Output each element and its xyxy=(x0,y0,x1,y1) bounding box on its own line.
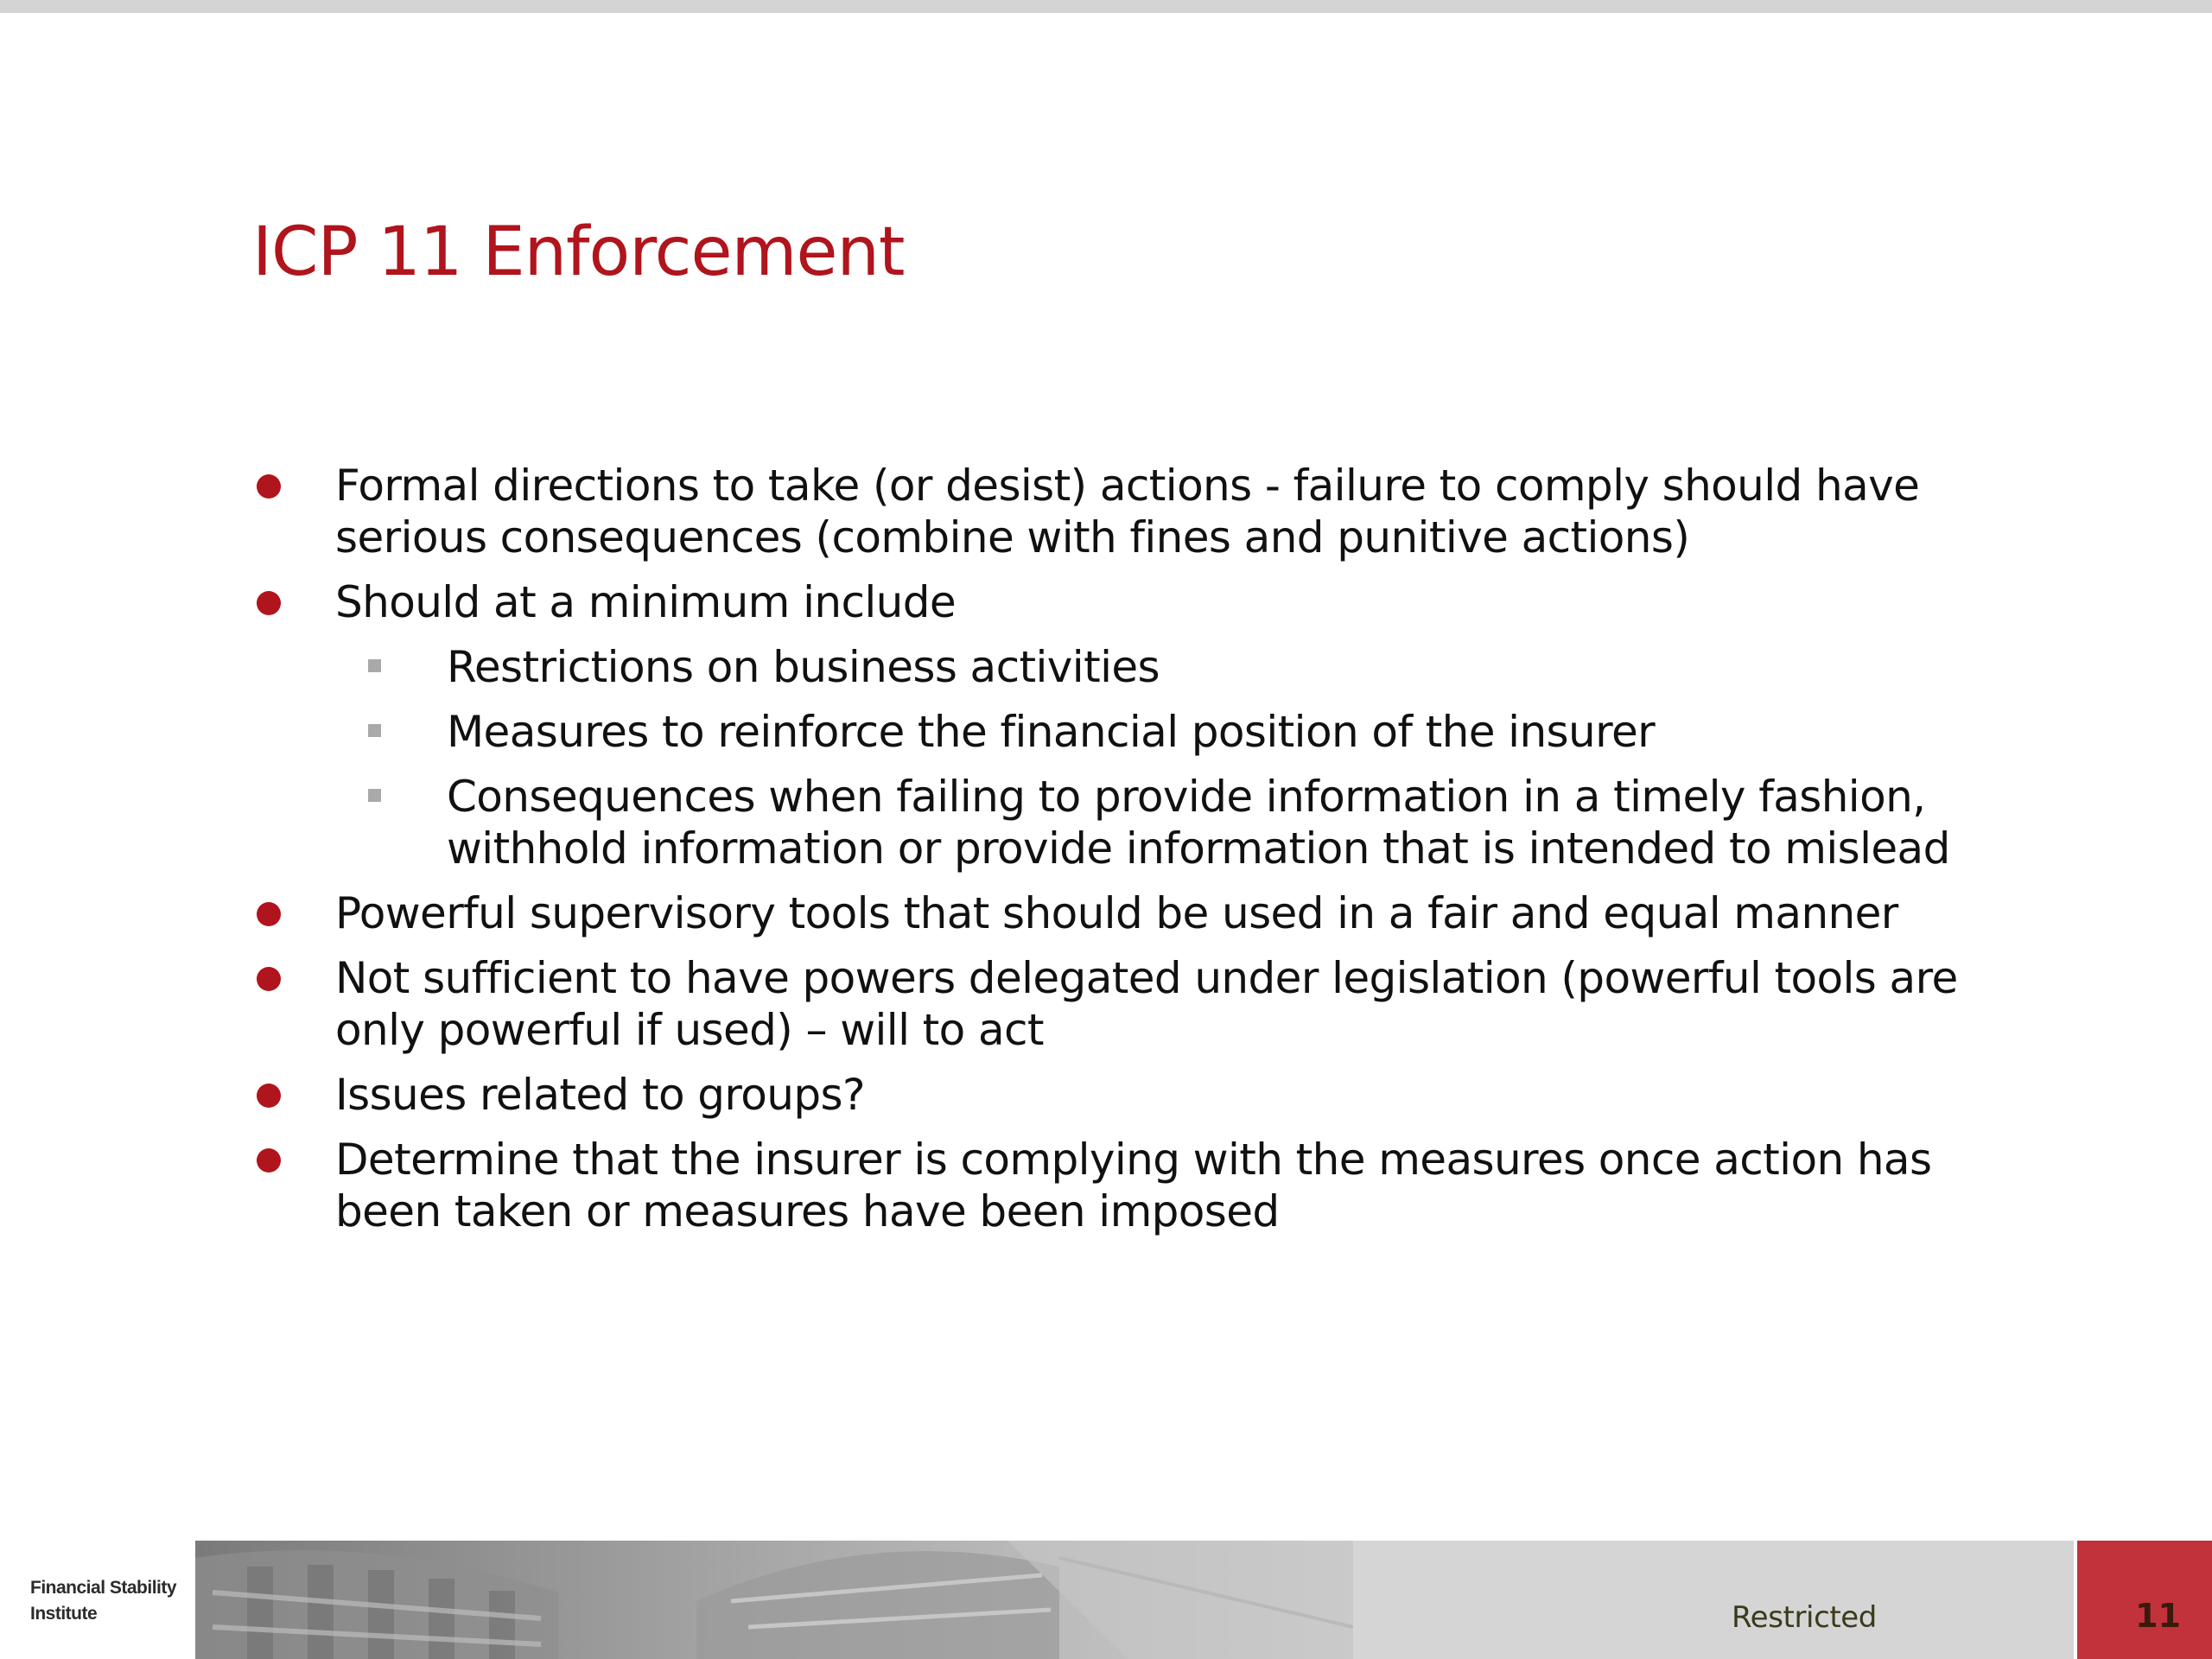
institute-logo xyxy=(0,1541,195,1659)
bullet-dot-icon xyxy=(257,1148,281,1173)
bullet-text: Determine that the insurer is complying with the measures once action has been taken or measures have been imposed xyxy=(335,1135,1932,1236)
top-strip xyxy=(0,0,2212,13)
bullet-item xyxy=(252,887,2050,939)
bullet-dot-icon xyxy=(257,1084,281,1108)
bullet-text: Issues related to groups? xyxy=(335,1070,865,1120)
subbullet-square-icon xyxy=(368,724,381,737)
bullet-item xyxy=(252,1134,2050,1237)
subbullet-text: Consequences when failing to provide information in a timely fashion, withhold information or provide information that is intended to mislead xyxy=(447,772,1950,874)
subbullet-item xyxy=(252,771,2050,874)
bullet-dot-icon xyxy=(257,474,281,499)
bullet-dot-icon xyxy=(257,967,281,991)
page-number-box xyxy=(2074,1541,2212,1659)
slide-title: ICP 11 Enforcement xyxy=(252,213,905,291)
classification-label: Restricted xyxy=(1731,1600,1877,1635)
bullet-dot-icon xyxy=(257,902,281,926)
bullet-item xyxy=(252,576,2050,874)
footer-band xyxy=(1353,1541,2074,1659)
institute-logo-text: Financial Stability Institute xyxy=(30,1578,177,1624)
subbullet-list xyxy=(335,641,2050,874)
bullet-text: Should at a minimum include xyxy=(335,577,957,627)
bullet-item xyxy=(252,460,2050,563)
subbullet-text: Measures to reinforce the financial position of the insurer xyxy=(447,707,1656,757)
building-photo-graphic xyxy=(195,1541,1353,1659)
subbullet-item xyxy=(252,706,2050,758)
bullet-text: Formal directions to take (or desist) actions - failure to comply should have serious consequences (combine with fines and punitive actions) xyxy=(335,461,1920,563)
page-number: 11 xyxy=(2135,1597,2181,1635)
footer-building-image xyxy=(195,1541,1353,1659)
bullet-text: Not sufficient to have powers delegated under legislation (powerful tools are only powerful if used) – will to act xyxy=(335,953,1958,1055)
bullet-dot-icon xyxy=(257,591,281,615)
subbullet-square-icon xyxy=(368,789,381,802)
subbullet-item xyxy=(252,641,2050,693)
bullet-item xyxy=(252,1069,2050,1121)
subbullet-square-icon xyxy=(368,659,381,672)
subbullet-text: Restrictions on business activities xyxy=(447,642,1160,692)
bullet-list xyxy=(252,460,2050,1250)
slide-footer xyxy=(0,1541,2212,1659)
bullet-item xyxy=(252,952,2050,1056)
bullet-text: Powerful supervisory tools that should be used in a fair and equal manner xyxy=(335,888,1898,938)
